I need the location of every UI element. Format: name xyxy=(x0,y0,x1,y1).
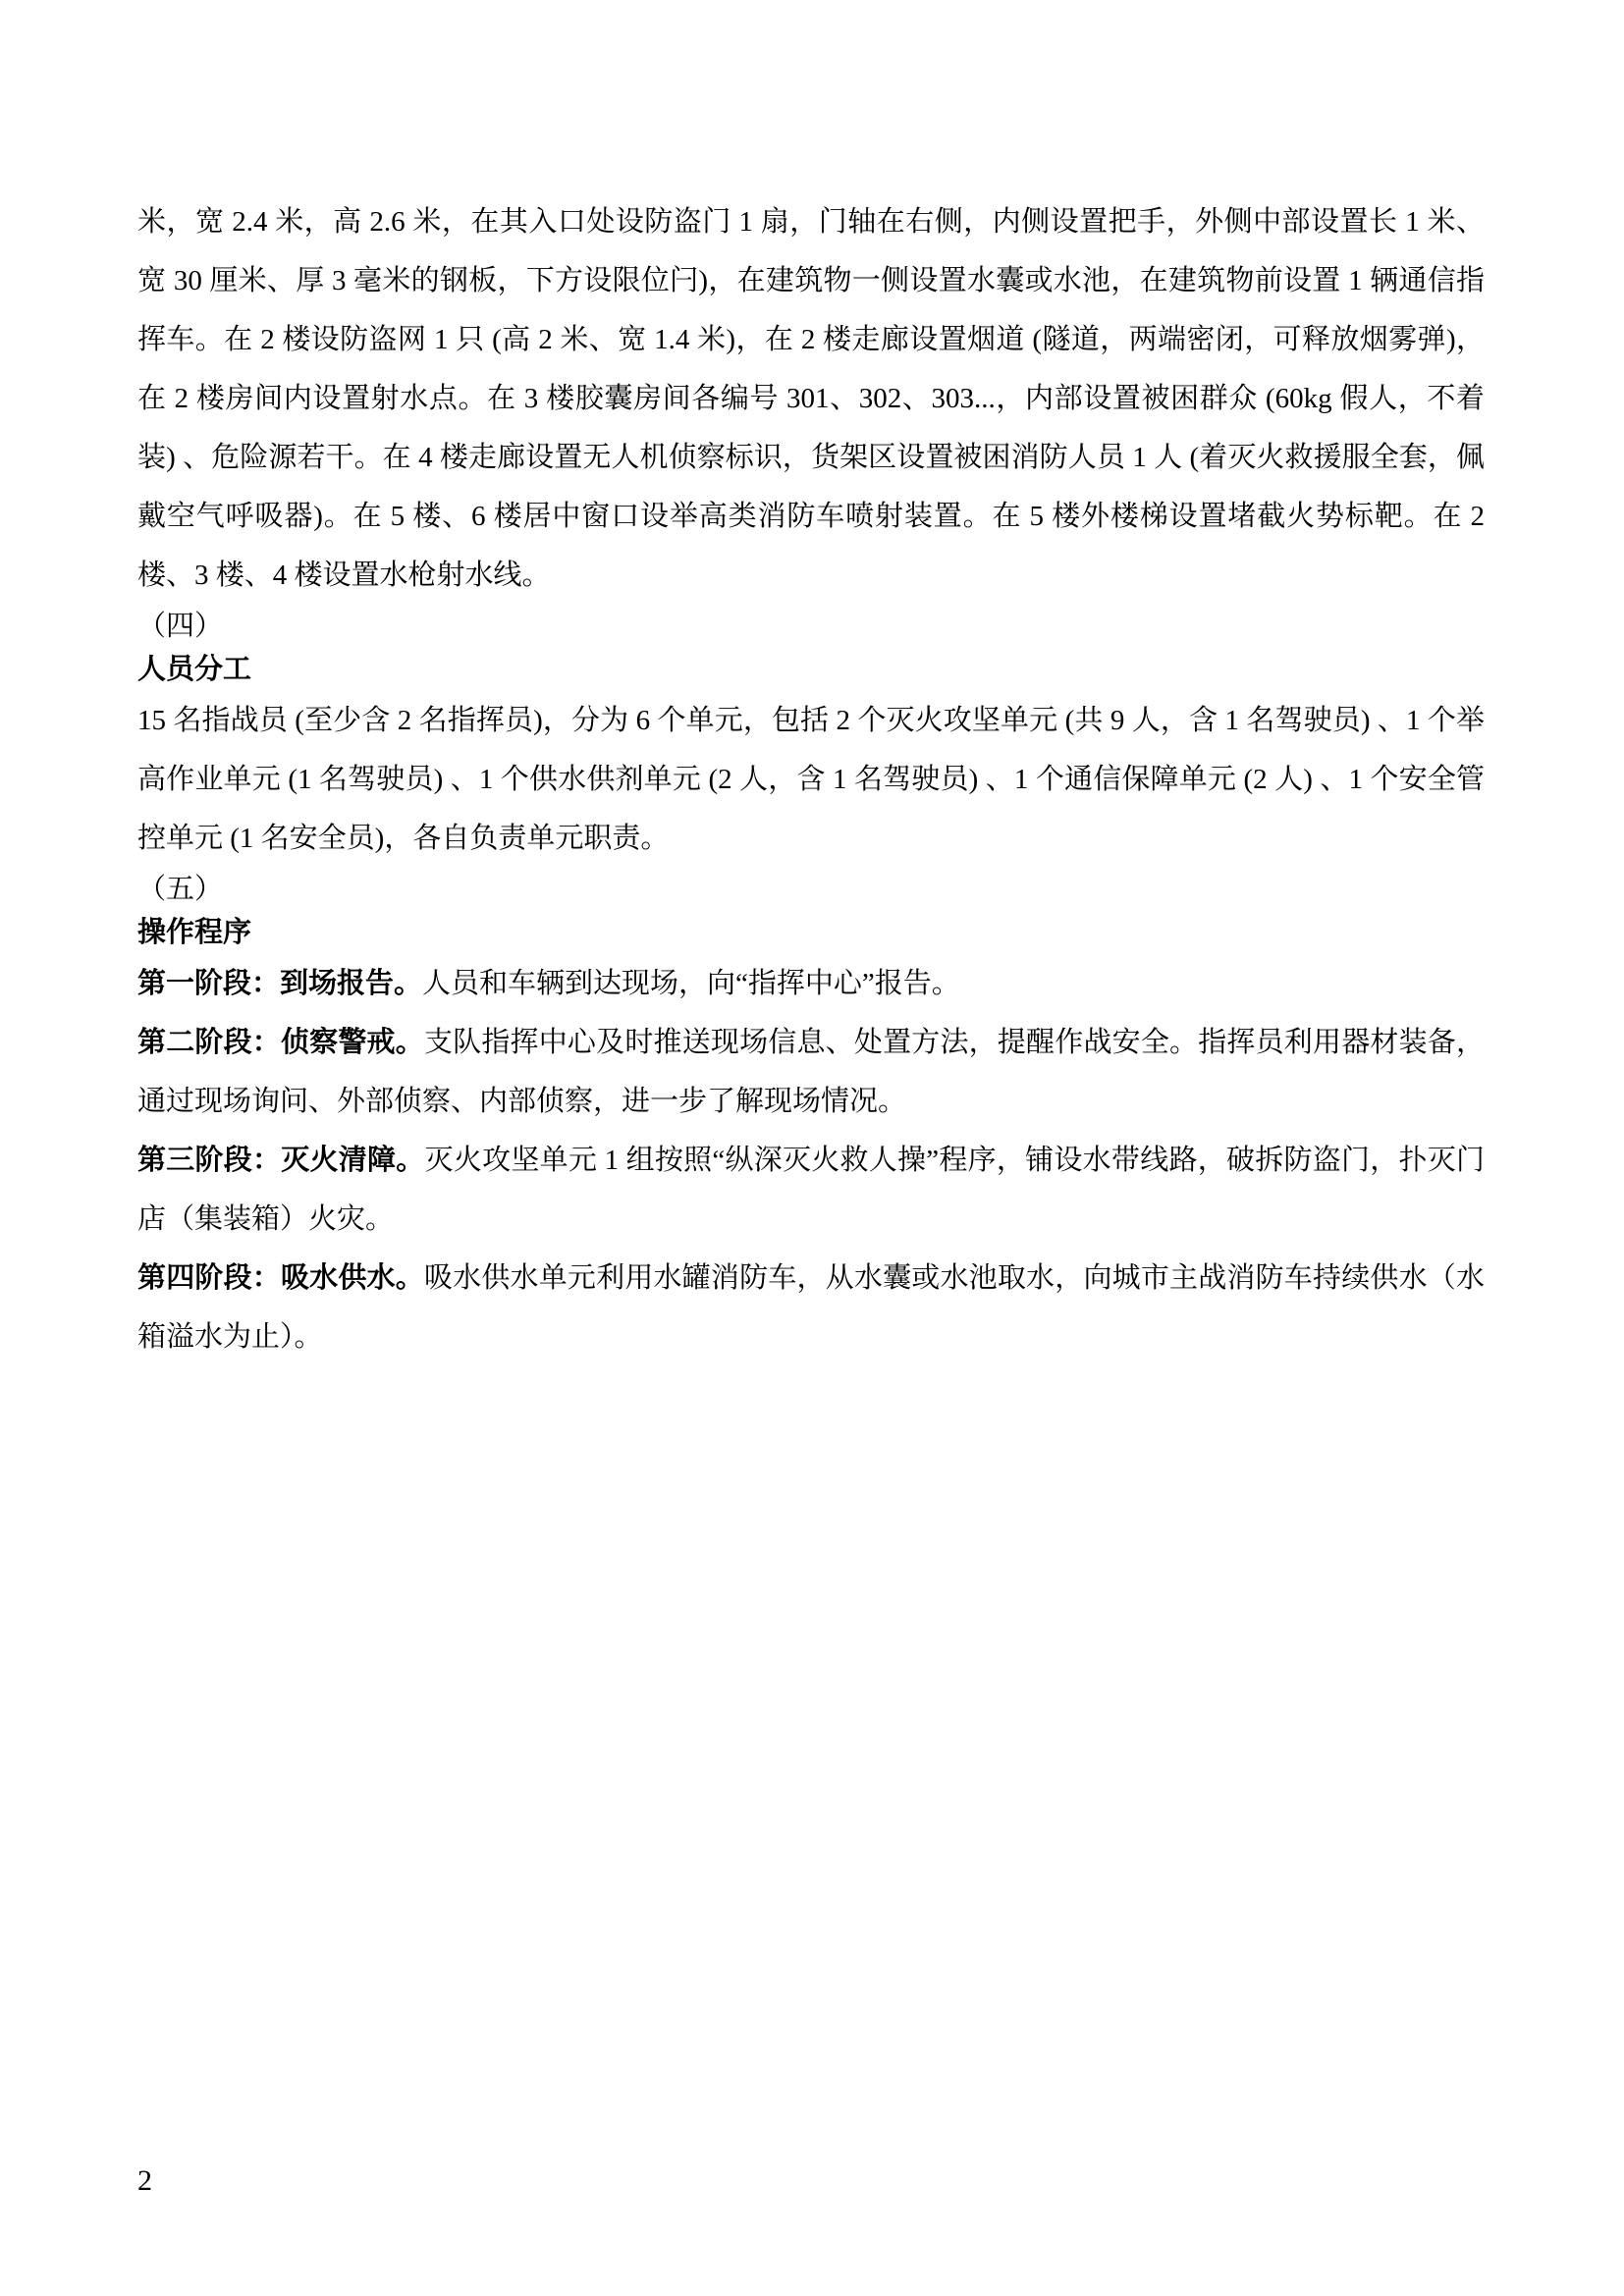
section-4-title: 人员分工 xyxy=(137,654,252,685)
stage-heading: 第二阶段：侦察警戒。 xyxy=(137,1027,424,1058)
section-5-title: 操作程序 xyxy=(137,917,252,948)
stage-paragraph xyxy=(137,1249,1485,1366)
section-4-label: （四） xyxy=(137,611,224,642)
stage-text: 灭火攻坚单元 1 组按照“纵深灭火救人操”程序，铺设水带线路，破拆防盗门，扑灭门店（集装箱）火灾。 xyxy=(137,1145,1485,1235)
stage-heading: 第四阶段：吸水供水。 xyxy=(137,1262,424,1294)
stage-text: 支队指挥中心及时推送现场信息、处置方法，提醒作战安全。指挥员利用器材装备，通过现场询问、外部侦察、内部侦察，进一步了解现场情况。 xyxy=(137,1027,1485,1117)
document-content xyxy=(137,192,1485,1366)
stage-text: 吸水供水单元利用水罐消防车，从水囊或水池取水，向城市主战消防车持续供水（水箱溢水为止）。 xyxy=(137,1262,1485,1353)
section-5-label: （五） xyxy=(137,874,224,905)
stage-paragraph xyxy=(137,954,1485,1013)
stage-heading: 第三阶段：灭火清障。 xyxy=(137,1145,425,1176)
stage-text: 人员和车辆到达现场，向“指挥中心”报告。 xyxy=(422,968,960,999)
stage-paragraph xyxy=(137,1131,1485,1249)
stage-paragraph xyxy=(137,1013,1485,1131)
paragraph-personnel-assignment: 15 名指战员 (至少含 2 名指挥员)，分为 6 个单元，包括 2 个灭火攻坚单元 (共 9 人，含 1 名驾驶员) 、1 个举高作业单元 (1 名驾驶员) 、1 个供水供剂单元 (2 人，含 1 名驾驶员) 、1 个通信保障单元 (2 人) 、1 个安全管控单元 (1 名安全员)，各自负责单元职责。 xyxy=(137,705,1485,854)
page-number: 2 xyxy=(137,2164,152,2197)
procedure-stages xyxy=(137,954,1485,1366)
paragraph-site-setup: 米，宽 2.4 米，高 2.6 米，在其入口处设防盗门 1 扇，门轴在右侧，内侧设置把手，外侧中部设置长 1 米、宽 30 厘米、厚 3 毫米的钢板，下方设限位闩)，在建筑物一侧设置水囊或水池，在建筑物前设置 1 辆通信指挥车。在 2 楼设防盗网 1 只 (高 2 米、宽 1.4 米)，在 2 楼走廊设置烟道 (隧道，两端密闭，可释放烟雾弹)，在 2 楼房间内设置射水点。在 3 楼胶囊房间各编号 301、302、303...，内部设置被困群众 (60kg 假人，不着装) 、危险源若干。在 4 楼走廊设置无人机侦察标识，货架区设置被困消防人员 1 人 (着灭火救援服全套，佩戴空气呼吸器)。在 5 楼、6 楼居中窗口设举高类消防车喷射装置。在 5 楼外楼梯设置堵截火势标靶。在 2 楼、3 楼、4 楼设置水枪射水线。 xyxy=(137,206,1485,591)
stage-heading: 第一阶段：到场报告。 xyxy=(137,968,423,999)
